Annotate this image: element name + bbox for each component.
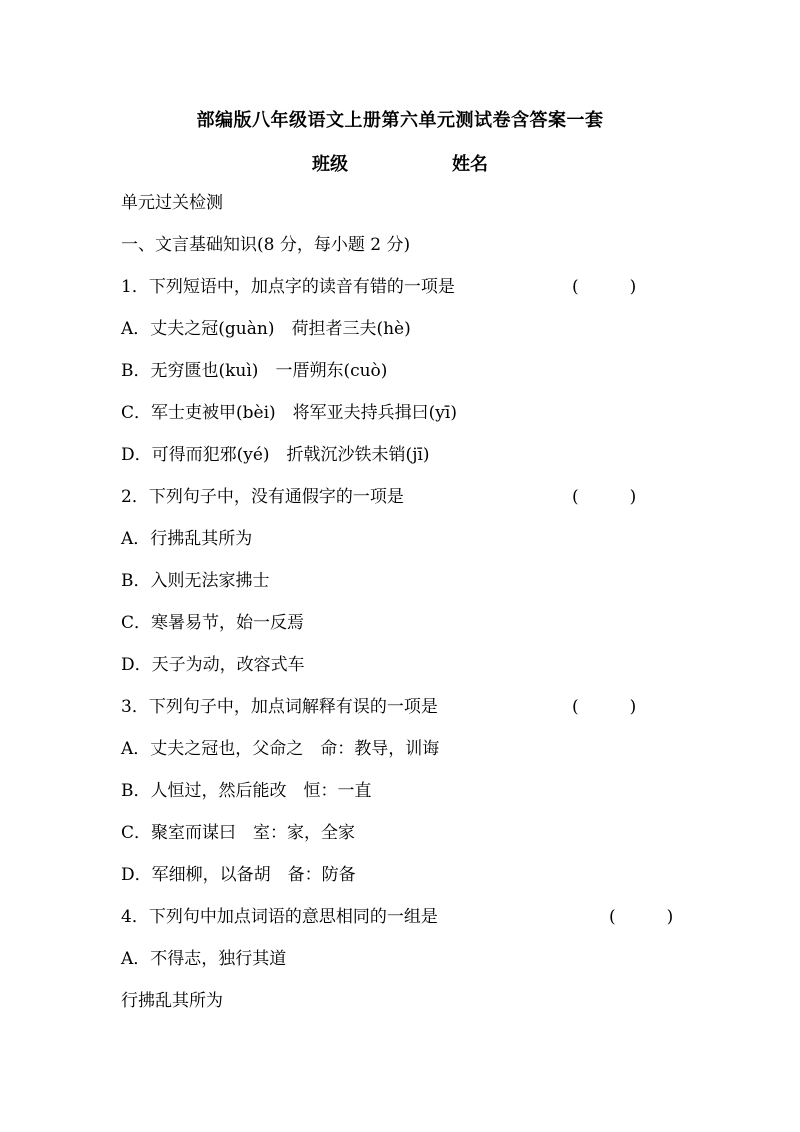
question-3-option-b: B．人恒过，然后能改 恒：一直 <box>121 781 372 801</box>
question-4-stem: 4．下列句中加点词语的意思相同的一组是 <box>121 907 438 927</box>
question-1-option-b: B．无穷匮也(kuì) 一厝朔东(cuò) <box>121 361 388 381</box>
question-1-option-d: D．可得而犯邪(yé) 折戟沉沙铁未销(jī) <box>121 445 430 465</box>
question-3-option-d: D．军细柳，以备胡 备：防备 <box>121 865 356 885</box>
question-1-stem: 1．下列短语中，加点字的读音有错的一项是 <box>121 277 455 297</box>
question-2-option-b: B．入则无法家拂士 <box>121 571 270 591</box>
name-label: 姓名 <box>452 154 488 175</box>
question-3-option-c: C．聚室而谋曰 室：家，全家 <box>121 823 356 843</box>
question-1-option-a: A．丈夫之冠(guàn) 荷担者三夫(hè) <box>121 319 411 339</box>
question-3-stem: 3．下列句子中，加点词解释有误的一项是 <box>121 697 438 717</box>
question-4-answer-blank: ( ) <box>609 907 674 927</box>
trailing-line: 行拂乱其所为 <box>121 991 223 1011</box>
document-title: 部编版八年级语文上册第六单元测试卷含答案一套 <box>196 110 604 131</box>
question-3-option-a: A．丈夫之冠也，父命之 命：教导，训诲 <box>121 739 440 759</box>
question-2-answer-blank: ( ) <box>572 487 637 507</box>
question-2-option-a: A．行拂乱其所为 <box>121 529 253 549</box>
question-4-option-a: A．不得志，独行其道 <box>121 949 287 969</box>
question-2-option-d: D．天子为动，改容式车 <box>121 655 305 675</box>
question-1-option-c: C．军士吏被甲(bèi) 将军亚夫持兵揖曰(yī) <box>121 403 457 423</box>
question-1-answer-blank: ( ) <box>572 277 637 297</box>
part-heading: 一、文言基础知识(8 分，每小题 2 分) <box>121 235 411 255</box>
question-2-option-c: C．寒暑易节，始一反焉 <box>121 613 305 633</box>
question-3-answer-blank: ( ) <box>572 697 637 717</box>
section-heading: 单元过关检测 <box>121 193 223 213</box>
question-2-stem: 2．下列句子中，没有通假字的一项是 <box>121 487 404 507</box>
class-label: 班级 <box>312 154 348 175</box>
